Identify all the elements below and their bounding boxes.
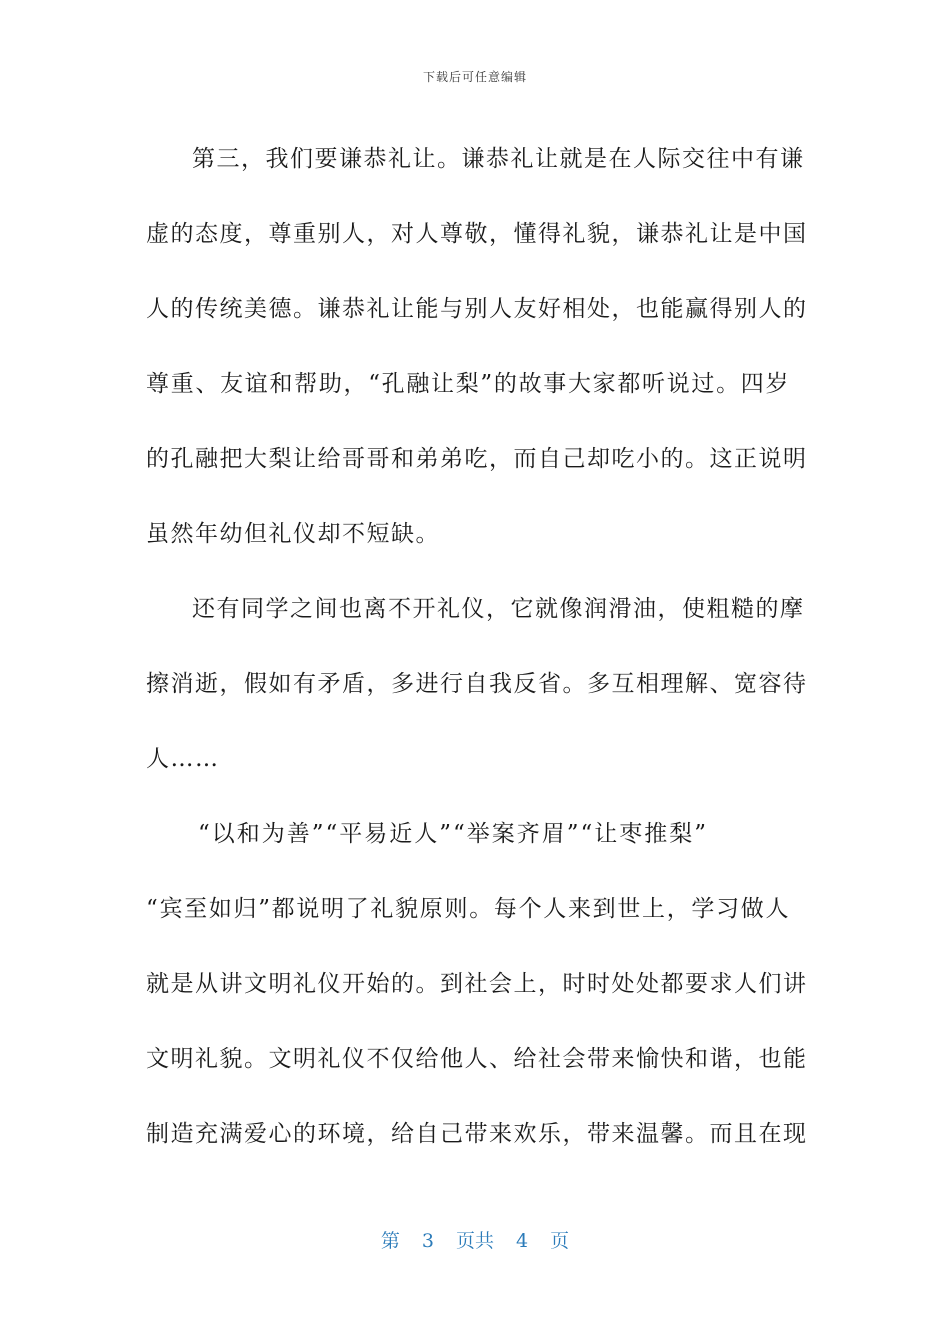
- page-footer: [0, 1226, 950, 1253]
- page-mid: 页共: [455, 1230, 494, 1252]
- text-line: 尊重、友谊和帮助，“孔融让梨”的故事大家都听说过。四岁: [146, 371, 790, 397]
- document-body: [146, 122, 808, 1172]
- text-line: 擦消逝，假如有矛盾，多进行自我反省。多互相理解、宽容待: [146, 671, 808, 697]
- text-line: 人……: [146, 746, 220, 772]
- text-line: 文明礼貌。文明礼仪不仅给他人、给社会带来愉快和谐，也能: [146, 1046, 808, 1072]
- text-line: “以和为善”“平易近人”“举案齐眉”“让枣推梨”: [198, 821, 709, 847]
- page-suffix: 页: [550, 1230, 570, 1252]
- paragraph-2: [146, 572, 808, 797]
- text-line: 就是从讲文明礼仪开始的。到社会上，时时处处都要求人们讲: [146, 971, 808, 997]
- current-page-number: 3: [421, 1230, 434, 1252]
- total-pages-number: 4: [516, 1230, 529, 1252]
- text-line: 虚的态度，尊重别人，对人尊敬，懂得礼貌，谦恭礼让是中国: [146, 221, 808, 247]
- text-line: 虽然年幼但礼仪却不短缺。: [146, 521, 440, 547]
- paragraph-1: [146, 122, 808, 572]
- text-line: 第三，我们要谦恭礼让。谦恭礼让就是在人际交往中有谦: [192, 146, 805, 172]
- page-prefix: 第: [380, 1230, 400, 1252]
- text-line: “宾至如归”都说明了礼貌原则。每个人来到世上，学习做人: [146, 896, 790, 922]
- text-line: 人的传统美德。谦恭礼让能与别人友好相处，也能赢得别人的: [146, 296, 808, 322]
- paragraph-3: [146, 797, 808, 1172]
- text-line: 制造充满爱心的环境，给自己带来欢乐，带来温馨。而且在现: [146, 1121, 808, 1147]
- text-line: 的孔融把大梨让给哥哥和弟弟吃，而自己却吃小的。这正说明: [146, 446, 808, 472]
- header-note: 下载后可任意编辑: [422, 70, 527, 84]
- text-line: 还有同学之间也离不开礼仪，它就像润滑油，使粗糙的摩: [192, 596, 805, 622]
